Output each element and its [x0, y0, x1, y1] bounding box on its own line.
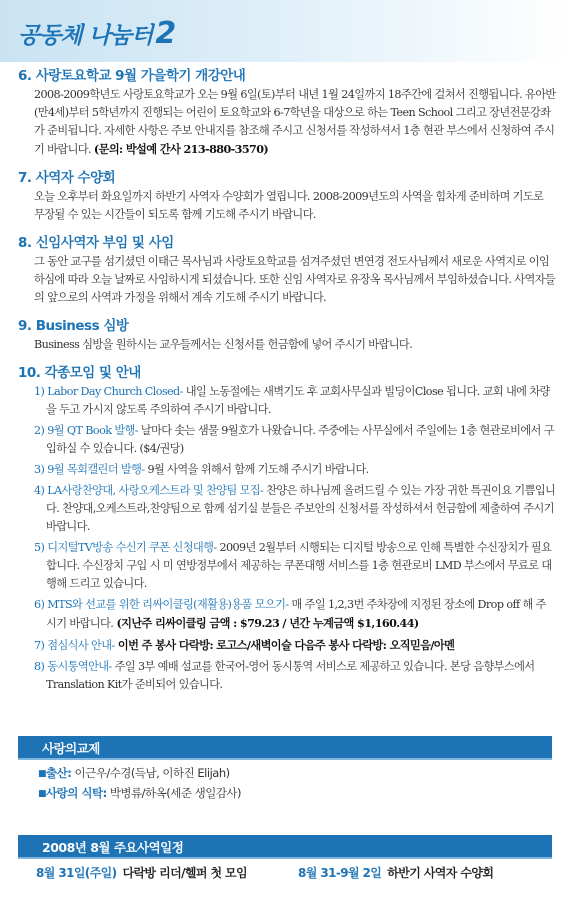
love-exchange-title: 사랑의교제 [42, 741, 100, 756]
list-item: 4) LA사랑찬양대, 사랑오케스트라 및 찬양팀 모집- 찬양은 하나님께 올려드릴 수 있는 가장 귀한 특권이요 기쁨입니다. 찬양대,오케스트라,찬양팀으로 함께 섬기실 분들은 주보안의 신청서를 작성하셔서 헌금함에 제출하여 주시기 바랍니다. [34, 484, 556, 533]
meeting-list [18, 383, 556, 694]
section-title: 6. 사랑토요학교 9월 가을학기 개강안내 [18, 68, 246, 84]
list-item: 5) 디지털TV방송 수신기 쿠폰 신청대행- 2009년 2월부터 시행되는 디지털 방송으로 인해 특별한 수신장치가 필요합니다. 수신장치 구입 시 미 연방정부에서 제공하는 쿠폰대행 서비스를 1층 현관로비 LMD 부스에서 무료로 대행해 드리고 있습니다. [34, 541, 552, 590]
page-title: 공동체 나눔터 2 [18, 16, 176, 51]
announcements [18, 67, 556, 704]
section-body: Business 심방을 원하시는 교우들께서는 신청서를 헌금함에 넣어 주시기 바랍니다. [34, 338, 413, 351]
section-body: 그 동안 교구를 섬기셨던 이태근 목사님과 사랑토요학교를 섬겨주셨던 변연경 전도사님께서 새로운 사역지로 이임하심에 따라 오늘 날짜로 사임하시게 되셨습니다. 또한 신임 사역자로 유장옥 목사님께서 부임하셨습니다. 사역자들의 앞으로의 사역과 가정을 위해서 계속 기도해 주시기 바랍니다. [34, 255, 556, 304]
divider [18, 758, 552, 760]
list-item: 8) 동시통역안내- 주일 3부 예배 설교를 한국어-영어 동시통역 서비스로 제공하고 있습니다. 본당 음향부스에서 Translation Kit가 준비되어 있습니다. [34, 660, 535, 691]
list-item: ■출산: 이근우/수경(득남, 이하진 Elijah) [38, 766, 230, 780]
section-title: 9. Business 심방 [18, 318, 129, 334]
section-meetings [18, 364, 556, 694]
divider [18, 857, 552, 859]
square-bullet-icon: ■ [38, 789, 47, 799]
section-title: 8. 신임사역자 부임 및 사임 [18, 235, 174, 251]
list-item: 3) 9월 목회캘린더 발행- 9월 사역을 위해서 함께 기도해 주시기 바랍니다. [34, 463, 369, 476]
love-exchange-header [18, 736, 552, 758]
square-bullet-icon: ■ [38, 769, 47, 779]
section-title: 7. 사역자 수양회 [18, 170, 116, 186]
page-header [0, 0, 570, 62]
contact-info: (문의: 박설예 간사 213-880-3570) [93, 142, 269, 156]
list-item: 2) 9월 QT Book 발행- 날마다 솟는 샘물 9월호가 나왔습니다. 주중에는 사무실에서 주일에는 1층 현관로비에서 구입하실 수 있습니다. ($4/권당) [34, 424, 554, 455]
section-body: 오늘 오후부터 화요일까지 하반기 사역자 수양회가 열립니다. 2008-2009년도의 사역을 힘차게 준비하며 기도로 무장될 수 있는 시간들이 되도록 함께 기도해 주시기 바랍니다. [34, 190, 544, 221]
section-body: 2008-2009학년도 사랑토요학교가 오는 9월 6일(토)부터 내년 1월 24일까지 18주간에 걸쳐서 진행됩니다. 유아반(만4세)부터 5학년까지 진행되는 어린이 토요학교와 6-7학년을 대상으로 하는 Teen School 그리고 장년전문강좌가 준비됩니다. 자세한 사항은 주보 안내지를 참조해 주시고 신청서를 작성하셔서 1층 현관 부스에서 신청하여 주시기 바랍니다. (문의: 박설예 간사 213-880-3570) [34, 88, 556, 156]
schedule-title: 2008년 8월 주요사역일정 [42, 840, 184, 855]
list-item: ■사랑의 식탁: 박병류/하옥(세준 생일감사) [38, 786, 242, 800]
section-saturday-school [18, 67, 556, 159]
list-item: 6) MTS와 선교를 위한 리싸이클링(재활용)용품 모으기- 매 주일 1,2,3번 주차장에 지정된 장소에 Drop off 해 주시기 바랍니다. (지난주 리싸이클링 금액 : $79.23 / 년간 누계금액 $1,160.44) [34, 598, 546, 630]
schedule-header [18, 835, 552, 857]
section-title: 10. 각종모임 및 안내 [18, 365, 141, 381]
schedule-event: 8월 31-9월 2일 하반기 사역자 수양회 [298, 866, 494, 880]
section-business-visit [18, 317, 556, 354]
list-item: 7) 점심식사 안내- 이번 주 봉사 다락방: 로고스/새벽이슬 다음주 봉사 다락방: 오직믿음/아멘 [34, 638, 455, 652]
list-item: 1) Labor Day Church Closed- 내일 노동절에는 새벽기도 후 교회사무실과 빌딩이Close 됩니다. 교회 내에 차량을 두고 가시지 않도록 주의하여 주시기 바랍니다. [34, 385, 550, 416]
love-exchange-list [38, 764, 548, 804]
section-retreat [18, 169, 556, 224]
section-staff-change [18, 234, 556, 307]
schedule-event: 8월 31일(주일) 다락방 리더/헬퍼 첫 모임 [36, 866, 248, 880]
page-number: 2 [155, 16, 176, 51]
